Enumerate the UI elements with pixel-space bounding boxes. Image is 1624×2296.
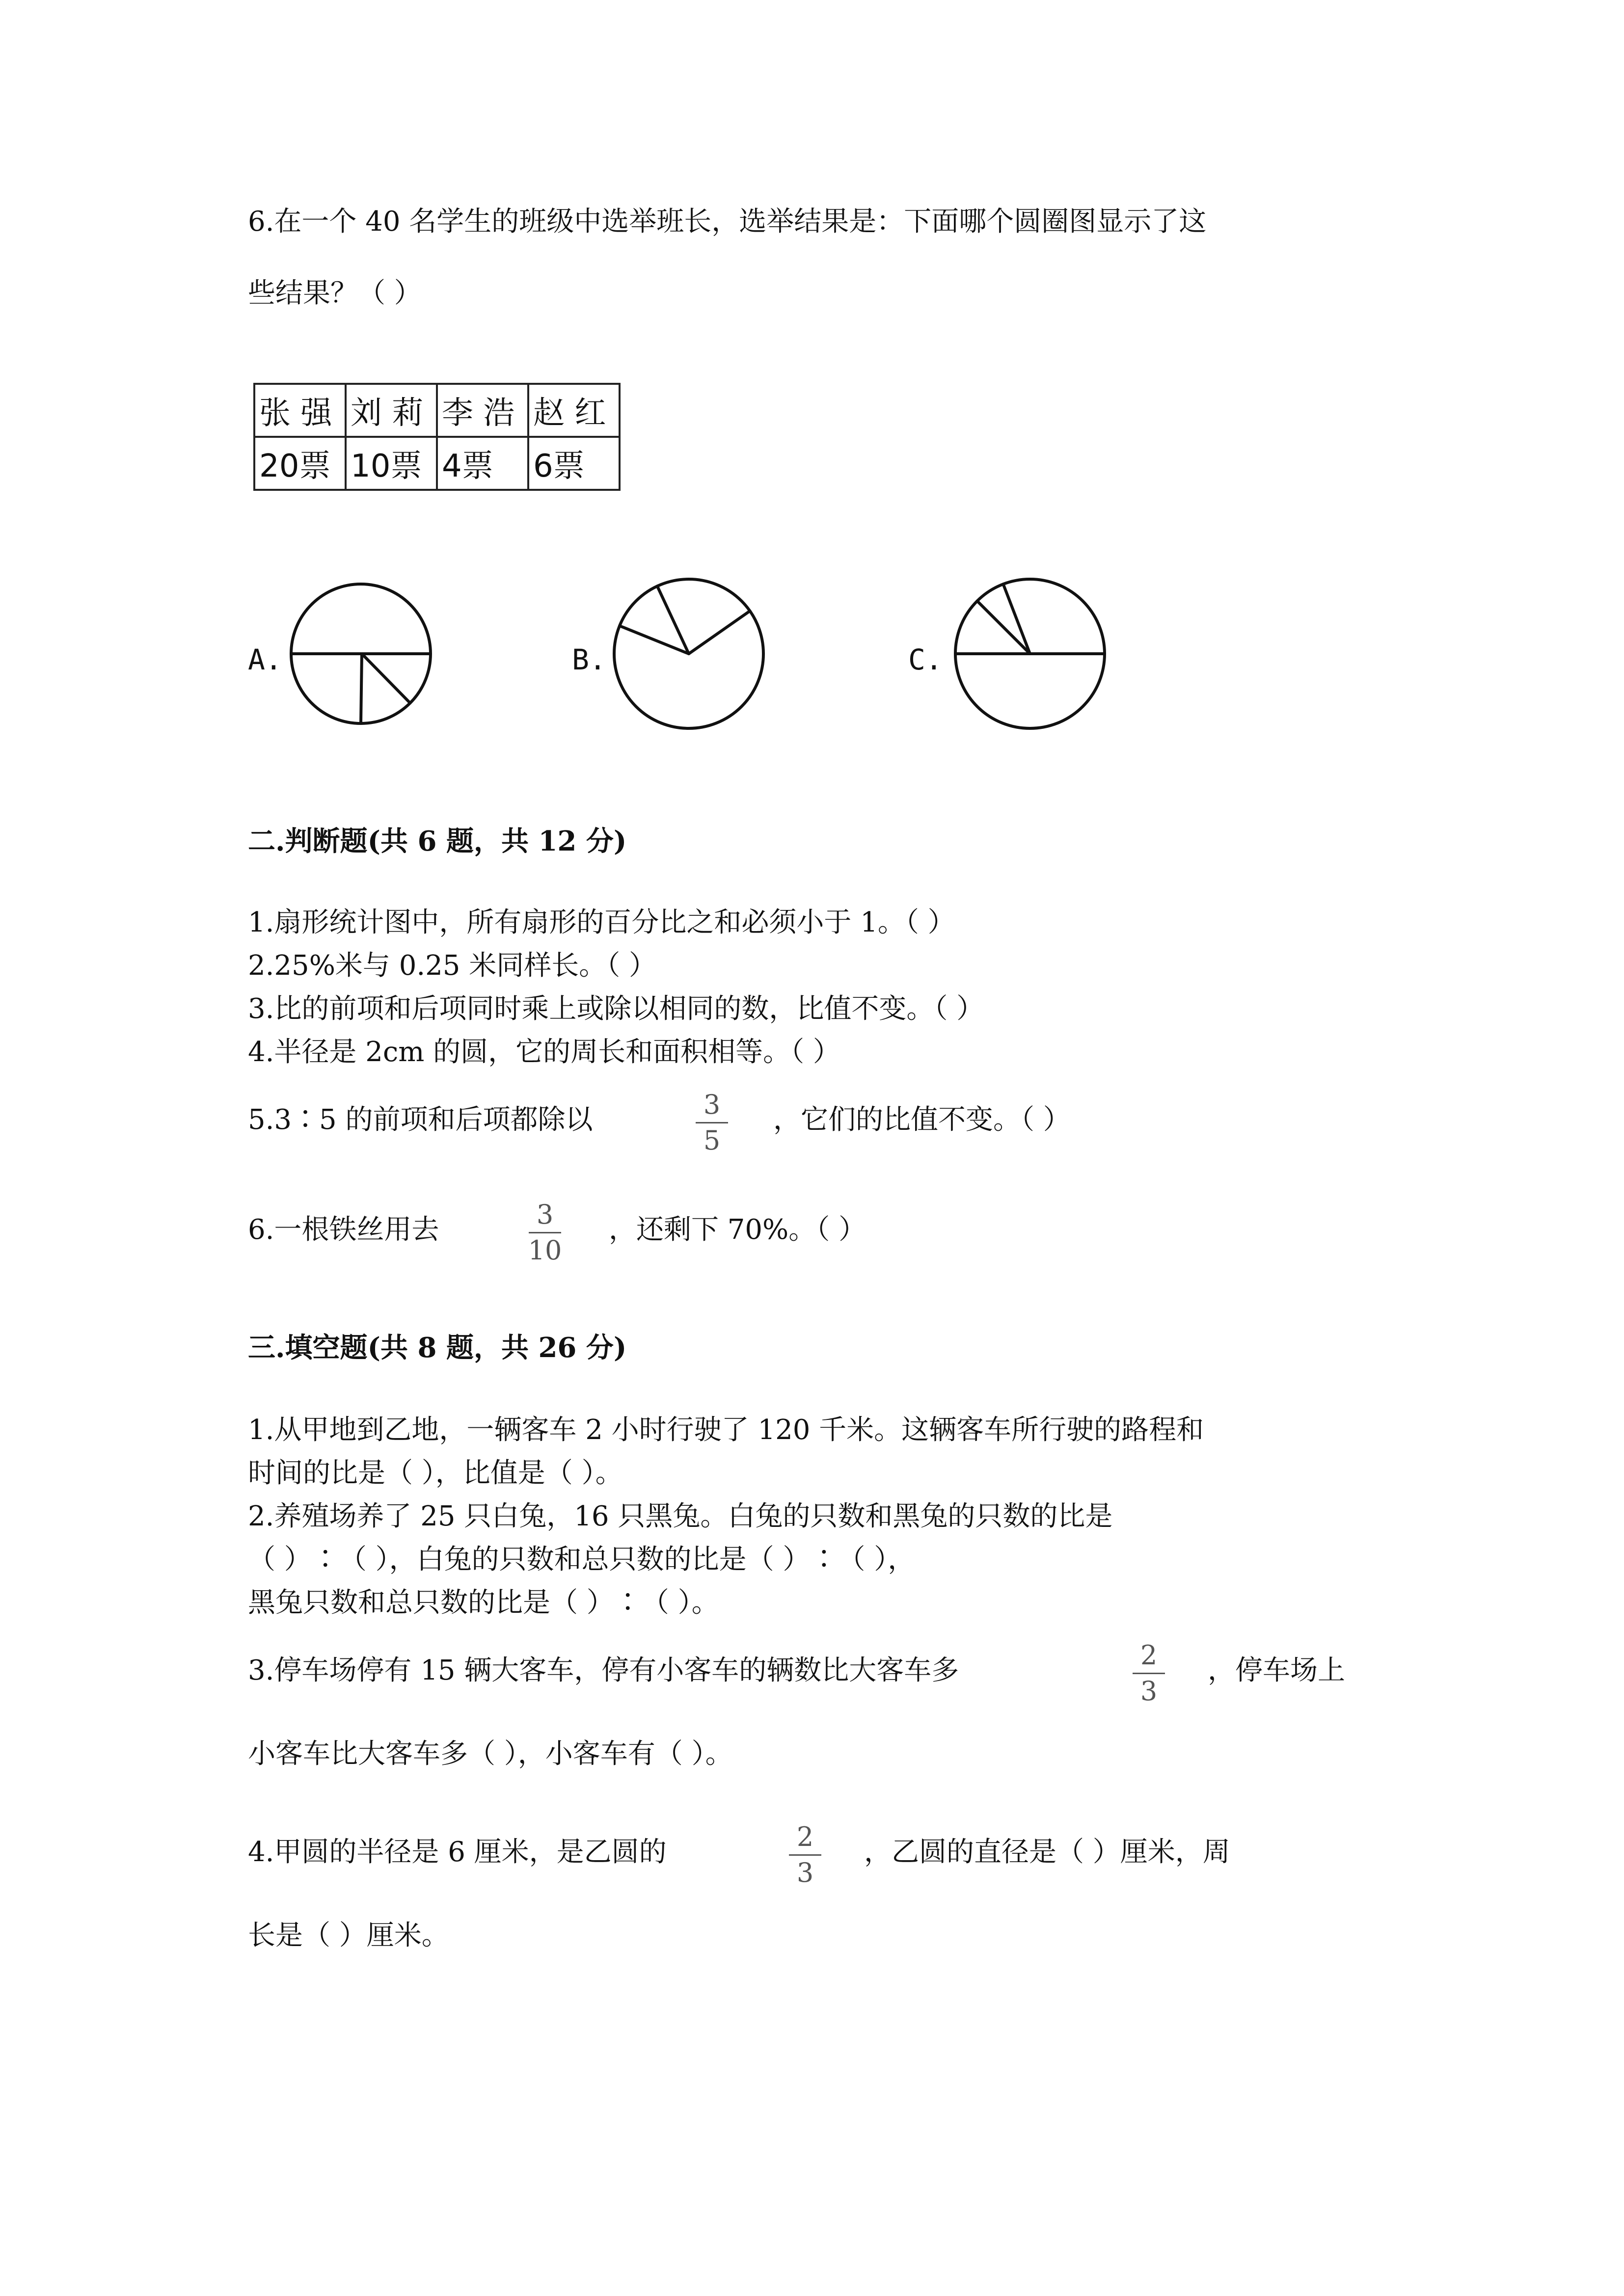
question-6-line-1: 6.在一个 40 名学生的班级中选举班长，选举结果是：下面哪个圆圈图显示了这 (248, 206, 1207, 238)
option-b-label: B. (572, 643, 606, 676)
table-cell-name: 张 强 (254, 384, 346, 437)
section-2-item-5-after: ，它们的比值不变。（ ） (773, 1104, 1071, 1136)
section-3-item-4-after: ，乙圆的直径是（ ）厘米，周 (864, 1836, 1230, 1868)
section-2-heading: 二.判断题(共 6 题，共 12 分) (248, 825, 627, 857)
table-cell-name: 刘 莉 (346, 384, 437, 437)
fraction-bar (789, 1854, 821, 1856)
fraction-bar (529, 1232, 561, 1233)
fraction-2-3 (783, 1821, 827, 1888)
table-cell-votes: 4票 (437, 437, 528, 490)
section-3-item-1-line-1: 1.从甲地到乙地，一辆客车 2 小时行驶了 120 千米。这辆客车所行驶的路程和 (248, 1414, 1204, 1446)
pie-chart-option-b (614, 579, 763, 728)
pie-slice-boundary (1003, 584, 1030, 654)
question-6-line-2: 些结果？（ ） (248, 277, 422, 309)
fraction-3-5 (690, 1089, 734, 1156)
table-cell-votes: 10票 (346, 437, 437, 490)
fraction-2-3 (1127, 1642, 1171, 1705)
pie-charts (0, 0, 1624, 834)
section-3-item-4-before: 4.甲圆的半径是 6 厘米，是乙圆的 (248, 1836, 667, 1868)
option-c-label: C. (908, 643, 943, 676)
section-2-item-6-before: 6.一根铁丝用去 (248, 1214, 439, 1246)
fraction-3-10 (523, 1201, 567, 1264)
option-a-label: A. (248, 643, 282, 676)
pie-chart-option-c (955, 579, 1105, 728)
pie-slice-boundary (362, 654, 410, 703)
fraction-bar (696, 1122, 728, 1123)
section-2-item-3: 3.比的前项和后项同时乘上或除以相同的数，比值不变。（ ） (248, 993, 984, 1025)
section-2-item-4: 4.半径是 2cm 的圆，它的周长和面积相等。（ ） (248, 1036, 840, 1068)
pie-chart-option-a (291, 584, 431, 723)
section-3-item-4-line-2: 长是（ ）厘米。 (248, 1920, 449, 1951)
pie-slice-boundary (361, 654, 362, 723)
table-cell-name: 李 浩 (437, 384, 528, 437)
table-cell-name: 赵 红 (528, 384, 620, 437)
section-2-item-5-before: 5.3∶5 的前项和后项都除以 (248, 1104, 593, 1136)
section-3-item-2-line-1: 2.养殖场养了 25 只白兔，16 只黑兔。白兔的只数和黑兔的只数的比是 (248, 1500, 1113, 1532)
fraction-denominator: 3 (1140, 1676, 1158, 1707)
section-3-item-2-line-3: 黑兔只数和总只数的比是（ ）∶（ ）。 (248, 1587, 719, 1619)
section-3-heading: 三.填空题(共 8 题，共 26 分) (248, 1332, 627, 1364)
pie-slice-boundary (977, 601, 1030, 654)
section-3-item-1-line-2: 时间的比是（ ），比值是（ ）。 (248, 1457, 623, 1489)
section-3-item-3-before: 3.停车场停有 15 辆大客车，停有小客车的辆数比大客车多 (248, 1655, 959, 1686)
section-2-item-6-after: ，还剩下 70%。（ ） (609, 1214, 866, 1246)
fraction-numerator: 2 (1140, 1640, 1158, 1671)
fraction-denominator: 3 (796, 1857, 814, 1888)
fraction-numerator: 2 (796, 1821, 814, 1852)
section-2-item-2: 2.25%米与 0.25 米同样长。（ ） (248, 950, 656, 982)
table-cell-votes: 20票 (254, 437, 346, 490)
fraction-numerator: 3 (703, 1089, 721, 1120)
fraction-denominator: 10 (528, 1235, 562, 1266)
section-3-item-3-after: ，停车场上 (1208, 1655, 1345, 1686)
fraction-denominator: 5 (703, 1125, 721, 1156)
fraction-numerator: 3 (536, 1199, 554, 1230)
pie-slice-boundary (689, 611, 750, 654)
fraction-bar (1133, 1673, 1165, 1674)
section-2-item-1: 1.扇形统计图中，所有扇形的百分比之和必须小于 1。（ ） (248, 907, 955, 938)
section-3-item-2-line-2: （ ）∶（ ），白兔的只数和总只数的比是（ ）∶（ ）， (248, 1544, 916, 1575)
section-3-item-3-line-2: 小客车比大客车多（ ），小客车有（ ）。 (248, 1738, 733, 1770)
table-cell-votes: 6票 (528, 437, 620, 490)
